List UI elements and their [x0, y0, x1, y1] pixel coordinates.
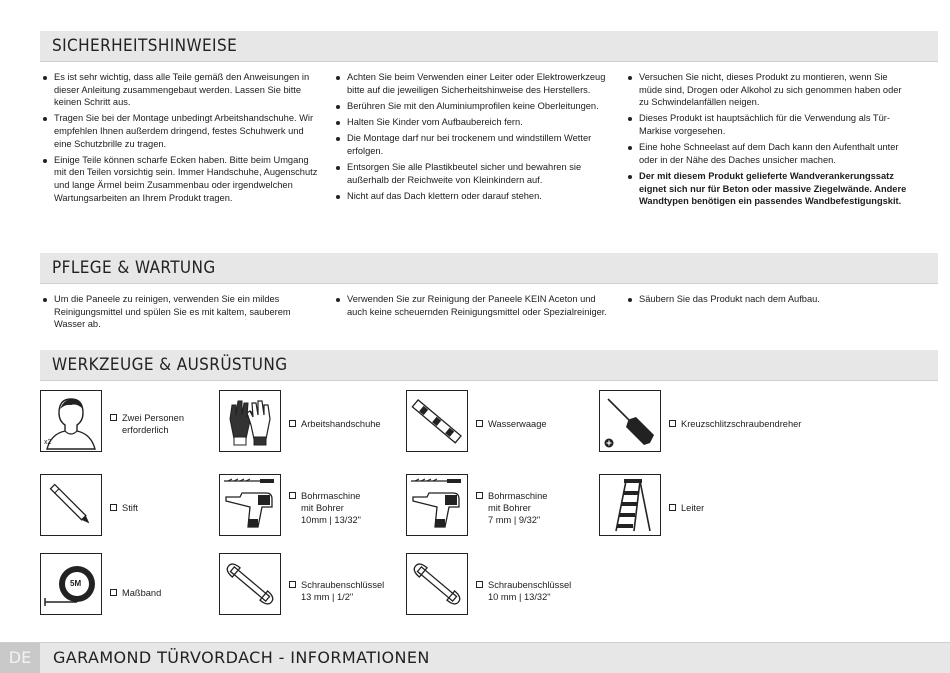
tool-drill-7mm: [406, 474, 586, 538]
footer-title: GARAMOND TÜRVORDACH - INFORMATIONEN: [53, 648, 430, 667]
list-item: Die Montage darf nur bei trockenem und windstillem Wetter erfolgen.: [333, 132, 615, 157]
list-item: Eine hohe Schneelast auf dem Dach kann den Aufenthalt unter oder in der Nähe des Daches unsicher machen.: [625, 141, 910, 166]
tools-section-title: WERKZEUGE & AUSRÜSTUNG: [52, 355, 288, 375]
tool-spirit-level: [406, 390, 586, 454]
list-item: Einige Teile können scharfe Ecken haben. Bitte beim Umgang mit den Teilen vorsichtig sein. Immer Handschuhe, Augenschutz und lange Ärmel beim Zusammenbau oder irgendwelchen Wartungsarbeiten an Ihrem Produkt tragen.: [40, 154, 320, 204]
persons-count-badge: x2: [44, 439, 52, 446]
checkbox[interactable]: [669, 420, 676, 427]
safety-section-header: [40, 31, 938, 62]
ladder-icon: [599, 474, 661, 536]
list-item: Achten Sie beim Verwenden einer Leiter oder Elektrowerkzeug bitte auf die jeweiligen Sicherheitshinweise des Herstellers.: [333, 71, 615, 96]
checkbox[interactable]: [476, 581, 483, 588]
care-section-header: [40, 253, 938, 284]
tool-wrench-10mm: [406, 553, 586, 617]
gloves-icon: [219, 390, 281, 452]
wrench-icon: [219, 553, 281, 615]
spirit-level-icon: [406, 390, 468, 452]
list-item: Es ist sehr wichtig, dass alle Teile gemäß den Anweisungen in dieser Anleitung zusammengebaut werden. Lassen Sie bitte keinen Schritt aus.: [40, 71, 320, 109]
checkbox[interactable]: [476, 492, 483, 499]
tool-label: Arbeitshandschuhe: [289, 418, 449, 430]
list-item: Säubern Sie das Produkt nach dem Aufbau.: [625, 293, 910, 306]
safety-column-1: [40, 71, 320, 208]
tools-section-header: [40, 350, 938, 381]
tool-drill-10mm: [219, 474, 399, 538]
wrench-icon: [406, 553, 468, 615]
checkbox[interactable]: [110, 504, 117, 511]
care-section-title: PFLEGE & WARTUNG: [52, 258, 216, 278]
language-tab: DE: [0, 643, 40, 673]
tool-label: Zwei Personen erforderlich: [110, 412, 270, 436]
tool-label: Stift: [110, 502, 270, 514]
tool-label: Bohrmaschine mit Bohrer 10mm | 13/32": [289, 490, 449, 526]
tool-label: Schraubenschlüssel 10 mm | 13/32": [476, 579, 636, 603]
checkbox[interactable]: [289, 420, 296, 427]
care-column-3: [625, 293, 910, 309]
checkbox[interactable]: [289, 492, 296, 499]
drill-icon: [219, 474, 281, 536]
list-item-important: Der mit diesem Produkt gelieferte Wandverankerungssatz eignet sich nur für Beton oder massive Ziegelwände. Andere Wandtypen benötigen ein passendes Wandbefestigungskit.: [625, 170, 910, 208]
tool-work-gloves: [219, 390, 399, 454]
person-icon: [40, 390, 102, 452]
tape-measure-icon: [40, 553, 102, 615]
safety-column-3: [625, 71, 910, 211]
care-column-1: [40, 293, 320, 334]
list-item: Tragen Sie bei der Montage unbedingt Arbeitshandschuhe. Wir empfehlen Ihnen außerdem dringend, festes Schuhwerk und eine Schutzbrille zu tragen.: [40, 112, 320, 150]
page-footer: [0, 642, 950, 673]
tool-wrench-13mm: [219, 553, 399, 617]
safety-column-2: [333, 71, 615, 206]
tool-two-persons: [40, 390, 220, 454]
tool-label: Schraubenschlüssel 13 mm | 1/2": [289, 579, 449, 603]
tool-ladder: [599, 474, 779, 538]
list-item: Entsorgen Sie alle Plastikbeutel sicher und bewahren sie außerhalb der Reichweite von Kleinkindern auf.: [333, 161, 615, 186]
tape-length-badge: 5M: [70, 579, 82, 588]
checkbox[interactable]: [476, 420, 483, 427]
tool-tape-measure: [40, 553, 220, 617]
list-item: Versuchen Sie nicht, dieses Produkt zu montieren, wenn Sie müde sind, Drogen oder Alkohol zu sich genommen haben oder zu Schwindelanfällen neigen.: [625, 71, 910, 109]
tool-label: Bohrmaschine mit Bohrer 7 mm | 9/32": [476, 490, 636, 526]
pencil-icon: [40, 474, 102, 536]
tool-phillips-screwdriver: [599, 390, 802, 454]
safety-section-title: SICHERHEITSHINWEISE: [52, 36, 238, 56]
checkbox[interactable]: [669, 504, 676, 511]
screwdriver-icon: [599, 390, 661, 452]
drill-icon: [406, 474, 468, 536]
checkbox[interactable]: [110, 589, 117, 596]
list-item: Halten Sie Kinder vom Aufbaubereich fern.: [333, 116, 615, 129]
list-item: Dieses Produkt ist hauptsächlich für die Verwendung als Tür-Markise vorgesehen.: [625, 112, 910, 137]
list-item: Nicht auf das Dach klettern oder darauf stehen.: [333, 190, 615, 203]
list-item: Um die Paneele zu reinigen, verwenden Sie ein mildes Reinigungsmittel und spülen Sie es mit kaltem, sauberem Wasser ab.: [40, 293, 320, 331]
tool-label: Kreuzschlitzschraubendreher: [669, 418, 869, 430]
tool-label: Wasserwaage: [476, 418, 636, 430]
care-column-2: [333, 293, 615, 322]
list-item: Verwenden Sie zur Reinigung der Paneele KEIN Aceton und auch keine scheuernden Reinigungsmittel oder Spezialreiniger.: [333, 293, 615, 318]
list-item: Berühren Sie mit den Aluminiumprofilen keine Oberleitungen.: [333, 100, 615, 113]
checkbox[interactable]: [110, 414, 117, 421]
tool-label: Leiter: [669, 502, 829, 514]
tool-pencil: [40, 474, 220, 538]
tool-label: Maßband: [110, 587, 270, 599]
checkbox[interactable]: [289, 581, 296, 588]
